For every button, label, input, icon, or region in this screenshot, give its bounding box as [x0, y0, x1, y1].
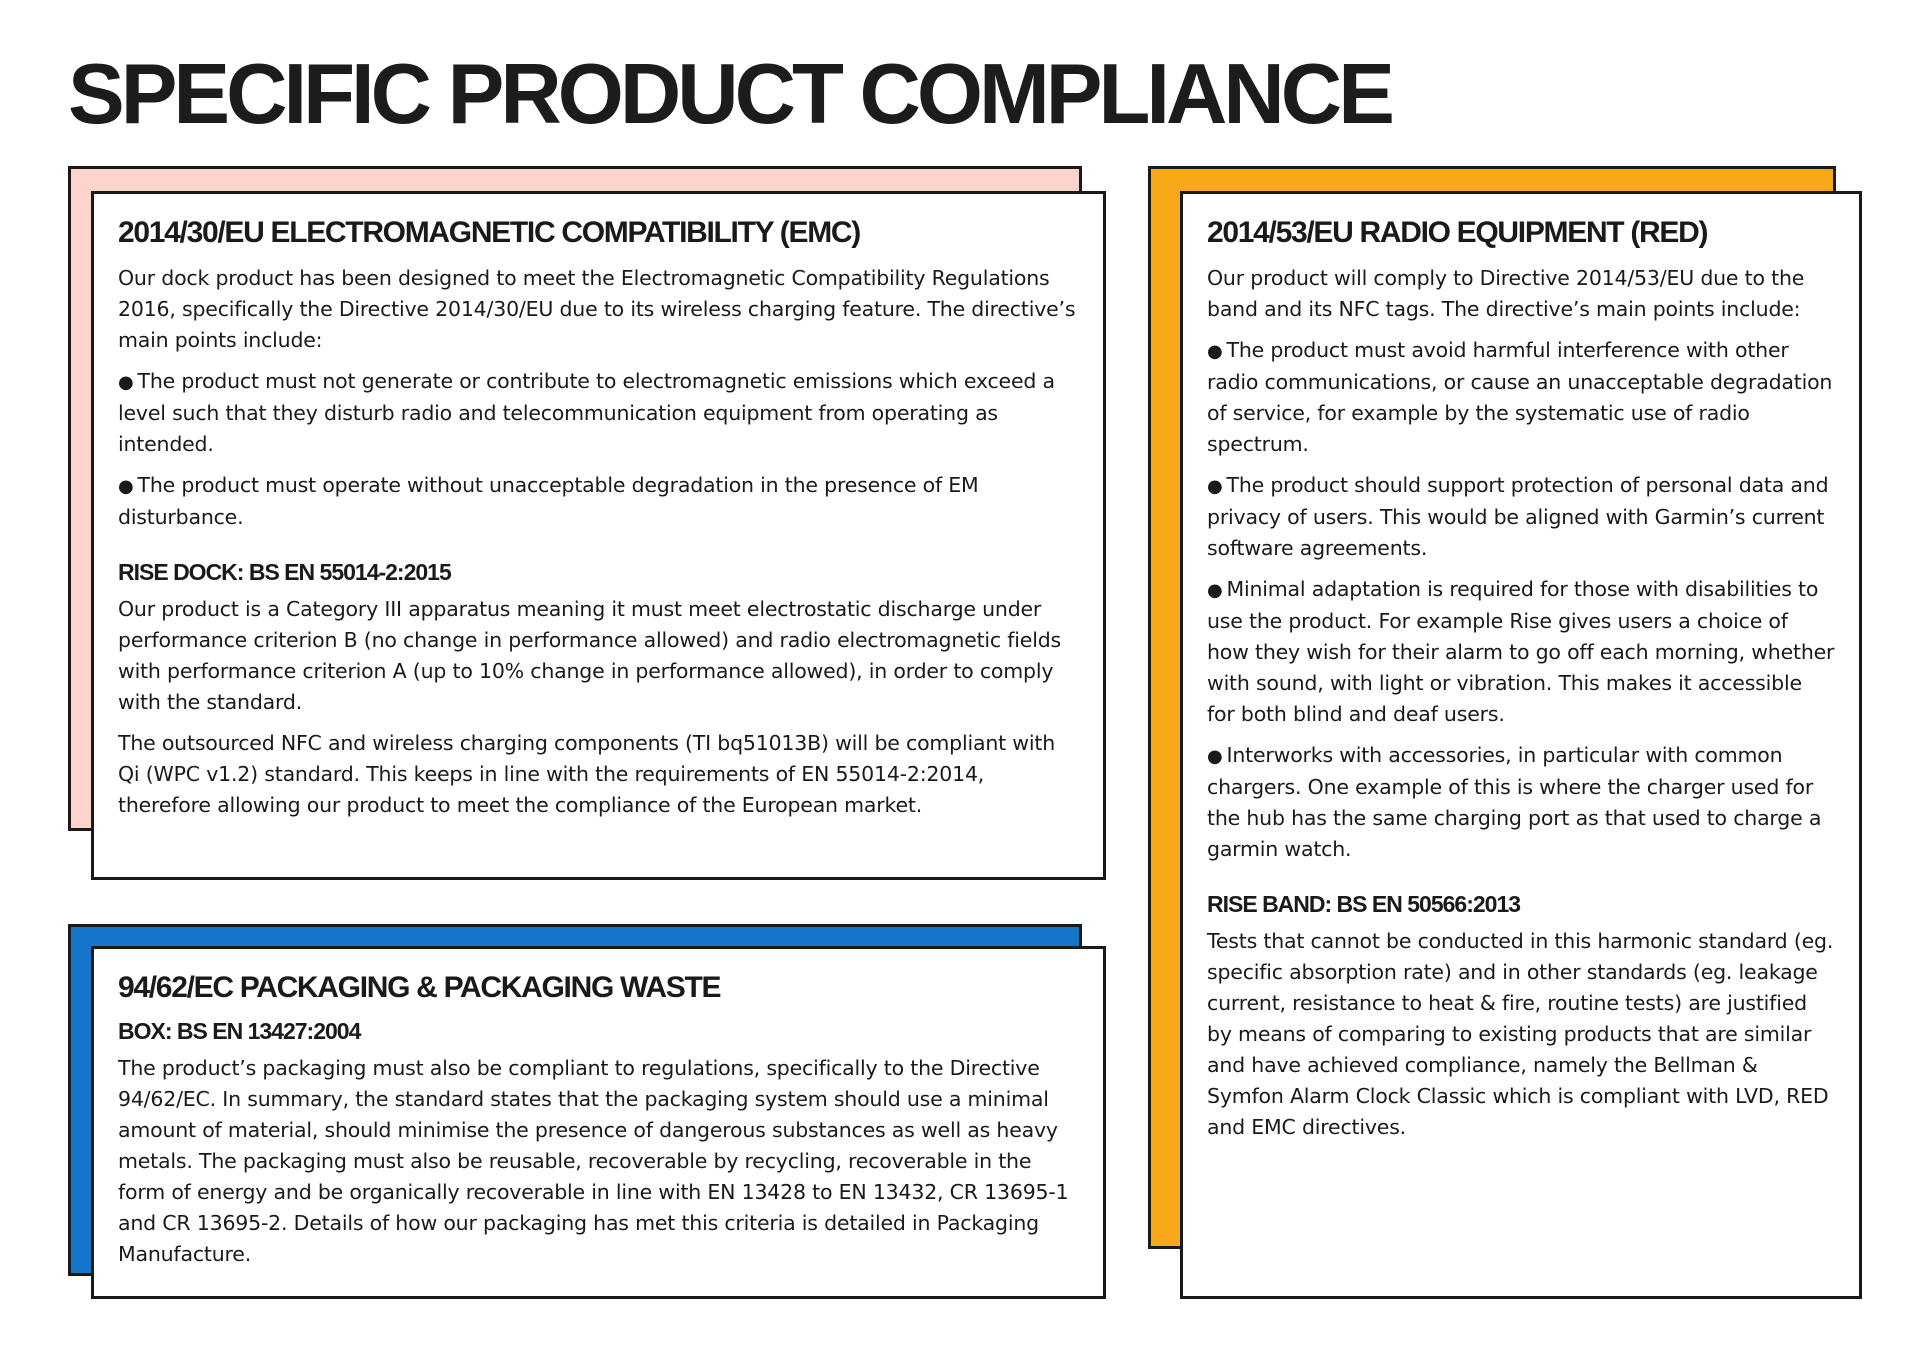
packaging-heading: 94/62/EC PACKAGING & PACKAGING WASTE: [118, 971, 721, 1004]
red-subheading: RISE BAND: BS EN 50566:2013: [1207, 890, 1521, 917]
packaging-body: The product’s packaging must also be compliant to regulations, specifically to the Directive 94/62/EC. In summary, the standard states that the packaging system should use a minimal amount of material, should minimise the presence of dangerous substances as well as heavy metals. The packaging must also be reusable, recoverable by recycling, recoverable in the form of energy and be organically recoverable in line with EN 13428 to EN 13432, CR 13695-1 and CR 13695-2. Details of how our packaging has met this criteria is detailed in Packaging Manufacture.: [118, 1056, 1069, 1267]
list-item-text: Minimal adaptation is required for those with disabilities to use the product. For example Rise gives users a choice of how they wish for their alarm to go off each morning, whether with sound, with light or vibration. This makes it accessible for both blind and deaf users.: [1207, 576, 1835, 726]
red-body: Tests that cannot be conducted in this harmonic standard (eg. specific absorption rate) and in other standards (eg. leakage current, resistance to heat & fire, routine tests) are justified by means of comparing to existing products that are similar and have achieved compliance, namely the Bellman & Symfon Alarm Clock Classic which is compliant with LVD, RED and EMC directives.: [1207, 929, 1834, 1140]
emc-points-list: [118, 366, 1079, 533]
emc-body-1: Our product is a Category III apparatus meaning it must meet electrostatic discharge under performance criterion B (no change in performance allowed) and radio electromagnetic fields with performance criterion A (up to 10% change in performance allowed), in order to comply with the standard.: [118, 597, 1061, 715]
red-heading: 2014/53/EU RADIO EQUIPMENT (RED): [1207, 216, 1708, 249]
emc-heading: 2014/30/EU ELECTROMAGNETIC COMPATIBILITY (EMC): [118, 216, 860, 249]
list-item: [1207, 470, 1835, 564]
list-item: [1207, 574, 1835, 730]
bullet-icon: ●: [1207, 745, 1223, 767]
list-item-text: The product must operate without unacceptable degradation in the presence of EM disturbance.: [118, 472, 979, 529]
packaging-subheading: BOX: BS EN 13427:2004: [118, 1017, 361, 1044]
list-item-text: Interworks with accessories, in particular with common chargers. One example of this is where the charger used for the hub has the same charging port as that used to charge a garmin watch.: [1207, 742, 1822, 861]
packaging-card: [91, 946, 1106, 1299]
bullet-icon: ●: [1207, 475, 1223, 497]
emc-body-2: The outsourced NFC and wireless charging components (TI bq51013B) will be compliant with Qi (WPC v1.2) standard. This keeps in line with the requirements of EN 55014-2:2014, therefore allowing our product to meet the compliance of the European market.: [118, 731, 1055, 818]
bullet-icon: ●: [1207, 579, 1223, 601]
list-item: [1207, 740, 1835, 865]
emc-subheading: RISE DOCK: BS EN 55014-2:2015: [118, 558, 451, 585]
list-item: [118, 470, 1079, 533]
red-card: [1180, 191, 1862, 1299]
emc-card: [91, 191, 1106, 880]
bullet-icon: ●: [118, 371, 134, 393]
list-item-text: The product must avoid harmful interference with other radio communications, or cause an unacceptable degradation of service, for example by the systematic use of radio spectrum.: [1207, 337, 1833, 456]
emc-intro: Our dock product has been designed to meet the Electromagnetic Compatibility Regulations 2016, specifically the Directive 2014/30/EU due to its wireless charging feature. The directive’s main points include:: [118, 265, 1076, 352]
bullet-icon: ●: [1207, 340, 1223, 362]
list-item-text: The product must not generate or contribute to electromagnetic emissions which exceed a level such that they disturb radio and telecommunication equipment from operating as intended.: [118, 368, 1055, 456]
bullet-icon: ●: [118, 475, 134, 497]
list-item: [118, 366, 1079, 460]
red-points-list: [1207, 335, 1835, 865]
red-intro: Our product will comply to Directive 2014/53/EU due to the band and its NFC tags. The directive’s main points include:: [1207, 265, 1805, 321]
list-item: [1207, 335, 1835, 460]
page-title: SPECIFIC PRODUCT COMPLIANCE: [68, 47, 1391, 142]
list-item-text: The product should support protection of personal data and privacy of users. This would be aligned with Garmin’s current software agreements.: [1207, 472, 1829, 560]
